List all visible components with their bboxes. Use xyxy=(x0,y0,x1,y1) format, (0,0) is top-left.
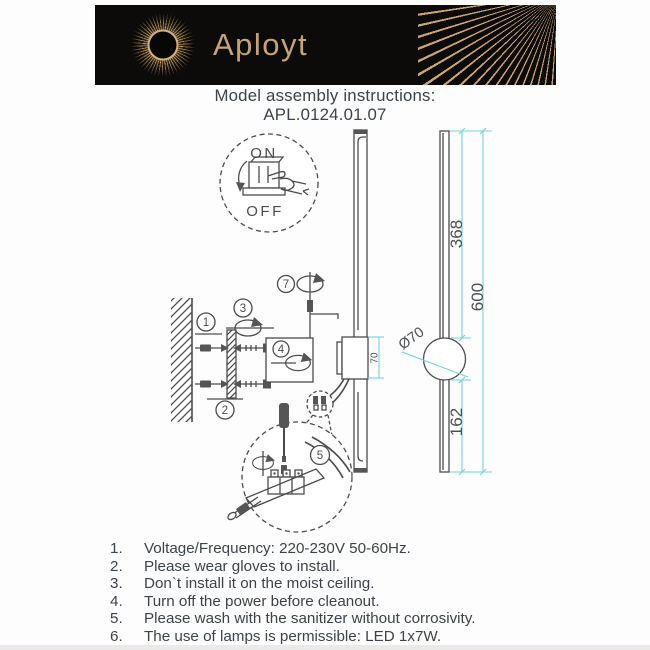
rotate-arrow-icon xyxy=(235,317,263,336)
rotate-arrow-icon xyxy=(297,273,325,292)
item-number: 3. xyxy=(110,575,123,593)
dim-lower-label: 162 xyxy=(446,407,466,437)
item-number: 2. xyxy=(110,557,123,575)
wiring-detail xyxy=(227,403,352,532)
item-text: Don`t install it on the moist ceiling. xyxy=(144,575,375,593)
dim-total-label: 600 xyxy=(467,282,487,312)
driver-box xyxy=(266,338,313,382)
step-2-badge: 2 xyxy=(221,405,229,417)
item-text: Voltage/Frequency: 220-230V 50-60Hz. xyxy=(144,540,411,557)
switch-icon xyxy=(243,157,285,195)
step-3-badge: 3 xyxy=(239,303,247,315)
pin-step-7 xyxy=(278,272,339,338)
switch-off-label: OFF xyxy=(246,203,284,220)
dim-diameter-label: Ø70 xyxy=(395,324,428,354)
switch-detail xyxy=(220,134,318,232)
item-number: 1. xyxy=(110,540,123,557)
list-item xyxy=(110,593,590,611)
step-4-badge: 4 xyxy=(277,344,285,356)
lamp-front-view xyxy=(396,128,492,475)
item-text: Please wear gloves to install. xyxy=(144,557,340,575)
list-item xyxy=(110,558,590,576)
step-1-badge: 1 xyxy=(202,317,210,329)
list-item xyxy=(110,610,590,628)
dim-bracket-label: 70 xyxy=(369,352,381,364)
step-7-badge: 7 xyxy=(282,279,290,291)
model-number: APL.0124.01.07 xyxy=(263,104,387,124)
item-number: 4. xyxy=(110,592,123,610)
item-text: The use of lamps is permissible: LED 1x7W. xyxy=(144,627,442,645)
wall-hatch xyxy=(170,279,193,446)
item-text: Turn off the power before cleanout. xyxy=(144,592,380,610)
brand-name: Aployt xyxy=(213,27,309,62)
lamp-side-view xyxy=(325,130,384,472)
step-5-badge: 5 xyxy=(316,450,324,462)
item-number: 6. xyxy=(110,627,123,645)
page-title: Model assembly instructions: xyxy=(214,86,436,105)
item-number: 5. xyxy=(110,610,123,628)
list-item xyxy=(110,628,590,646)
dim-upper-label: 368 xyxy=(446,219,466,249)
instructions-list xyxy=(110,540,590,646)
wall-section xyxy=(170,279,274,446)
list-item xyxy=(110,540,590,558)
switch-on-label: ON xyxy=(250,145,278,162)
item-text: Please wash with the sanitizer without corrosivity. xyxy=(144,610,476,628)
list-item xyxy=(110,575,590,593)
